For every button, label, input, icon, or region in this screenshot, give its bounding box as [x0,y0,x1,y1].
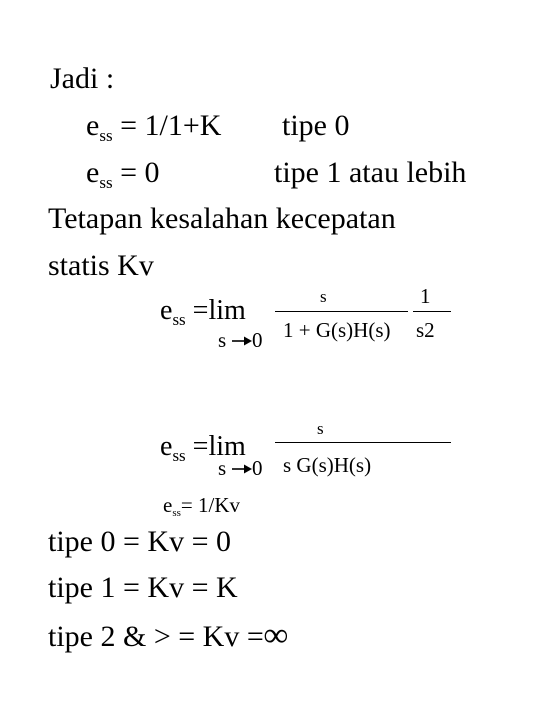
error-subscript: ss [172,310,186,329]
type2-result [48,619,288,653]
fraction1-numerator: s [320,287,327,306]
limit-variable: s [218,456,227,480]
error-expression: = 0 [112,156,160,189]
infinity-symbol: ∞ [263,617,288,654]
error-symbol: e [160,295,173,326]
intro-label: Jadi : [50,62,115,95]
error-subscript: ss [99,173,113,192]
fraction3-bar [275,442,451,443]
type1-result: tipe 1 = Kv = K [48,571,238,604]
type-label-0: tipe 0 [282,109,350,142]
result-expression: = 1/Kv [180,493,240,517]
error-symbol: e [163,493,173,517]
limit-target: 0 [252,456,263,480]
limit-variable: s [218,328,227,352]
right-arrow-icon [231,334,253,348]
limit-target: 0 [252,328,263,352]
section-heading-line1: Tetapan kesalahan kecepatan [48,202,396,235]
fraction2-bar [413,311,451,312]
steady-state-error-type0 [86,109,222,145]
error-symbol: e [86,156,100,189]
fraction1-bar [275,311,408,312]
error-expression: = 1/1+K [112,109,222,142]
limit-formula-1 [160,295,246,329]
error-subscript: ss [172,446,186,465]
error-subscript: ss [99,126,113,145]
fraction3-denominator: s G(s)H(s) [283,453,372,477]
right-arrow-icon [231,462,253,476]
velocity-error-result [163,493,240,519]
fraction2-denominator: s2 [416,318,435,342]
steady-state-error-type1 [86,156,160,192]
error-subscript: ss [172,507,181,519]
fraction2-numerator: 1 [420,284,431,308]
type-label-1: tipe 1 atau lebih [274,156,467,189]
limit-formula-2 [160,431,246,465]
type2-label: tipe 2 & > = Kv = [48,620,264,653]
fraction3-numerator: s [317,419,324,438]
limit-operator: =lim [185,295,246,326]
error-symbol: e [160,431,173,462]
error-symbol: e [86,109,100,142]
section-heading-line2: statis Kv [48,249,154,282]
fraction1-denominator: 1 + G(s)H(s) [283,318,391,342]
limit-operator: =lim [185,431,246,462]
type0-result: tipe 0 = Kv = 0 [48,525,231,558]
